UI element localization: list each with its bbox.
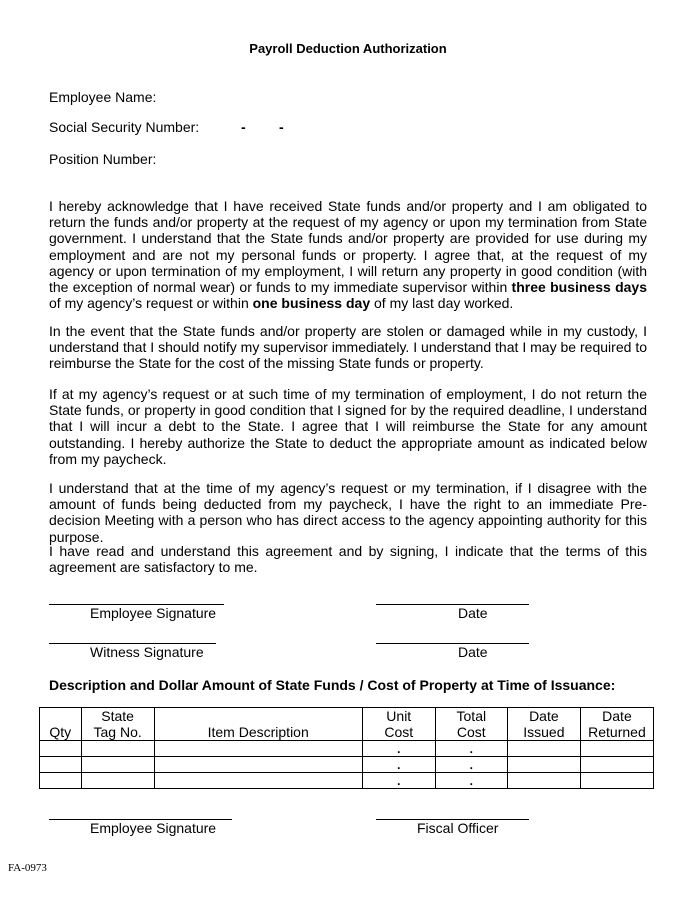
header-issued-line2: Issued bbox=[523, 724, 565, 740]
fiscal-officer-label: Fiscal Officer bbox=[417, 820, 499, 836]
employee-name-field: Employee Name: bbox=[49, 89, 157, 105]
header-desc-label: Item Description bbox=[207, 724, 309, 740]
employee-signature-label-2: Employee Signature bbox=[90, 820, 217, 836]
cell-date-issued[interactable] bbox=[507, 757, 580, 773]
paragraph-stolen-damaged: In the event that the State funds and/or property are stolen or damaged while in my custody, I understand that I should notify my supervisor immediately. I understand that I may be required to reimburse the State for the cost of the missing State funds or property. bbox=[49, 323, 647, 372]
table-row bbox=[40, 741, 654, 757]
table-header-row bbox=[40, 708, 654, 741]
page-title: Payroll Deduction Authorization bbox=[249, 41, 447, 56]
cell-date-returned[interactable] bbox=[580, 773, 653, 789]
p1-text-a: I hereby acknowledge that I have received State funds and/or property and I am obligated to return the funds and/or property at the request of my agency or upon my termination from State government. I understand that the State funds and/or property are provided for use during my employment and are not my personal funds or property. I agree that, at the request of my agency or upon termination of my employment, I will return any property in good condition (with the exception of normal wear) or funds to my immediate supervisor within bbox=[49, 198, 647, 296]
header-unit-line1: Unit bbox=[386, 708, 412, 724]
cell-qty[interactable] bbox=[40, 757, 82, 773]
form-id: FA-0973 bbox=[8, 862, 47, 874]
cell-date-issued[interactable] bbox=[507, 741, 580, 757]
date-label-1: Date bbox=[458, 605, 488, 621]
p1-bold-three-days: three business days bbox=[511, 279, 647, 296]
p1-text-c: of my agency’s request or within bbox=[49, 295, 253, 312]
ssn-dash-1: - bbox=[241, 119, 246, 135]
cell-description[interactable] bbox=[154, 757, 362, 773]
cell-unit-cost[interactable]: . bbox=[362, 757, 435, 773]
employee-signature-label: Employee Signature bbox=[90, 605, 217, 621]
section-title: Description and Dollar Amount of State Funds / Cost of Property at Time of Issuance: bbox=[49, 677, 616, 693]
ssn-dash-2: - bbox=[279, 119, 284, 135]
cell-date-returned[interactable] bbox=[580, 757, 653, 773]
cell-qty[interactable] bbox=[40, 741, 82, 757]
header-qty-label: Qty bbox=[49, 724, 72, 740]
cell-description[interactable] bbox=[154, 773, 362, 789]
date-line-2[interactable] bbox=[376, 643, 529, 644]
cell-date-returned[interactable] bbox=[580, 741, 653, 757]
p1-bold-one-day: one business day bbox=[252, 295, 371, 312]
cell-tag[interactable] bbox=[81, 757, 154, 773]
table-row bbox=[40, 757, 654, 773]
header-total-line1: Total bbox=[456, 708, 487, 724]
cell-total-cost[interactable]: . bbox=[435, 741, 507, 757]
header-date-issued bbox=[507, 708, 580, 741]
header-date-returned bbox=[580, 708, 653, 741]
cell-unit-cost[interactable]: . bbox=[362, 741, 435, 757]
position-number-field: Position Number: bbox=[49, 151, 157, 167]
header-unit-line2: Cost bbox=[384, 724, 414, 740]
header-returned-line1: Date bbox=[602, 708, 632, 724]
cell-tag[interactable] bbox=[81, 741, 154, 757]
header-unit-cost bbox=[362, 708, 435, 741]
header-total-cost bbox=[435, 708, 507, 741]
cell-unit-cost[interactable]: . bbox=[362, 773, 435, 789]
cell-date-issued[interactable] bbox=[507, 773, 580, 789]
ssn-field: Social Security Number: bbox=[49, 119, 200, 135]
date-line-1[interactable] bbox=[376, 604, 529, 605]
paragraph-pre-decision: I understand that at the time of my agency’s request or my termination, if I disagree with the amount of funds being deducted from my paycheck, I have the right to an immediate Pre-decision Meeting with a person who has direct access to the agency appointing authority for this purpose. bbox=[49, 480, 647, 545]
cell-tag[interactable] bbox=[81, 773, 154, 789]
cell-total-cost[interactable]: . bbox=[435, 773, 507, 789]
witness-signature-label: Witness Signature bbox=[90, 644, 204, 660]
paragraph-debt: If at my agency’s request or at such time of my termination of employment, I do not return the State funds, or property in good condition that I signed for by the required deadline, I understand that I will incur a debt to the State. I agree that I will reimburse the State for any amount outstanding. I hereby authorize the State to deduct the appropriate amount as indicated below from my paycheck. bbox=[49, 386, 647, 467]
cell-description[interactable] bbox=[154, 741, 362, 757]
cell-total-cost[interactable]: . bbox=[435, 757, 507, 773]
header-issued-line1: Date bbox=[529, 708, 559, 724]
header-tag-line2: Tag No. bbox=[93, 724, 142, 740]
table-row bbox=[40, 773, 654, 789]
header-tag-line1: State bbox=[101, 708, 134, 724]
items-table bbox=[39, 707, 654, 789]
paragraph-acknowledgement bbox=[49, 198, 647, 311]
cell-qty[interactable] bbox=[40, 773, 82, 789]
p1-text-d: of my last day worked. bbox=[370, 295, 514, 312]
header-total-line2: Cost bbox=[456, 724, 486, 740]
header-qty bbox=[40, 708, 82, 741]
header-returned-line2: Returned bbox=[588, 724, 646, 740]
header-state-tag bbox=[81, 708, 154, 741]
header-item-description bbox=[154, 708, 362, 741]
paragraph-agreement: I have read and understand this agreement and by signing, I indicate that the terms of this agreement are satisfactory to me. bbox=[49, 543, 647, 576]
date-label-2: Date bbox=[458, 644, 488, 660]
